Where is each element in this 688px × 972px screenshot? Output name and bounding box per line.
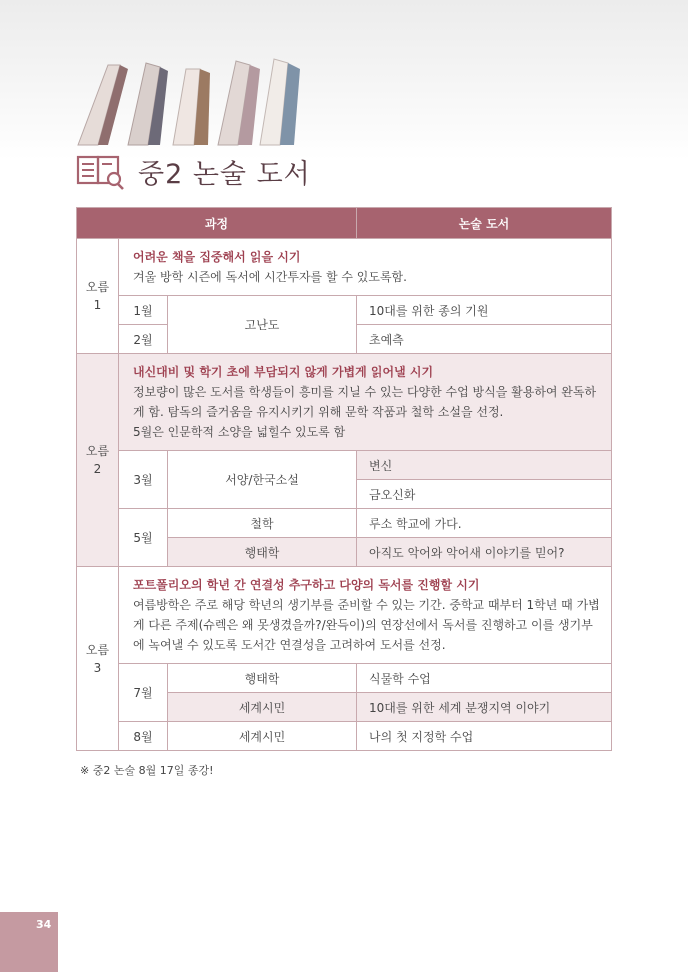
header-books: 논술 도서 xyxy=(357,208,612,239)
month-cell: 1월 xyxy=(119,296,168,325)
book-cell: 금오신화 xyxy=(357,480,612,509)
book-cell: 변신 xyxy=(357,451,612,480)
header-course: 과정 xyxy=(77,208,357,239)
book-cell: 나의 첫 지정학 수업 xyxy=(357,722,612,751)
category-cell: 고난도 xyxy=(168,296,357,354)
term-3-label: 오름 3 xyxy=(77,567,119,751)
category-cell: 서양/한국소설 xyxy=(168,451,357,509)
term-3-description: 포트폴리오의 학년 간 연결성 추구하고 다양의 독서를 진행할 시기 여름방학은 주로 해당 학년의 생기부를 준비할 수 있는 기간. 중학교 때부터 1학년 때 가볍게 다른 주제(슈렉은 왜 못생겼을까?/완득이)의 연장선에서 독서를 진행하고 이를 생기부에 녹여낼 수 있도록 도서간 연결성을 고려하여 도서를 선정. xyxy=(119,567,612,664)
reading-plan-table xyxy=(76,207,612,751)
book-cell: 초예측 xyxy=(357,325,612,354)
book-cell: 식물학 수업 xyxy=(357,664,612,693)
month-cell: 2월 xyxy=(119,325,168,354)
title-area xyxy=(76,150,311,192)
book-search-icon xyxy=(76,151,126,191)
term-2-label: 오름 2 xyxy=(77,354,119,567)
month-cell: 5월 xyxy=(119,509,168,567)
category-cell: 세계시민 xyxy=(168,693,357,722)
category-cell: 행태학 xyxy=(168,538,357,567)
term-1-label: 오름 1 xyxy=(77,239,119,354)
book-cell: 10대를 위한 세계 분쟁지역 이야기 xyxy=(357,693,612,722)
term-2-description: 내신대비 및 학기 초에 부담되지 않게 가볍게 읽어낼 시기 정보량이 많은 도서를 학생들이 흥미를 지닐 수 있는 다양한 수업 방식을 활용하여 완독하게 함. 탐독의 즐거움을 유지시키기 위해 문학 작품과 철학 소설을 선정. 5월은 인문학적 소양을 넓힐수 있도록 함 xyxy=(119,354,612,451)
page-number-tab xyxy=(0,912,58,972)
book-cell: 10대를 위한 종의 기원 xyxy=(357,296,612,325)
books-illustration xyxy=(68,55,308,150)
category-cell: 세계시민 xyxy=(168,722,357,751)
footnote: ※ 중2 논술 8월 17일 종강! xyxy=(80,764,214,777)
page-title: 중2 논술 도서 xyxy=(138,158,311,190)
month-cell: 8월 xyxy=(119,722,168,751)
category-cell: 철학 xyxy=(168,509,357,538)
term-1-description: 어려운 책을 집중해서 읽을 시기 겨울 방학 시즌에 독서에 시간투자를 할 수 있도록함. xyxy=(119,239,612,296)
category-cell: 행태학 xyxy=(168,664,357,693)
book-cell: 루소 학교에 가다. xyxy=(357,509,612,538)
month-cell: 7월 xyxy=(119,664,168,722)
month-cell: 3월 xyxy=(119,451,168,509)
book-cell: 아직도 악어와 악어새 이야기를 믿어? xyxy=(357,538,612,567)
page-number: 34 xyxy=(36,918,52,931)
